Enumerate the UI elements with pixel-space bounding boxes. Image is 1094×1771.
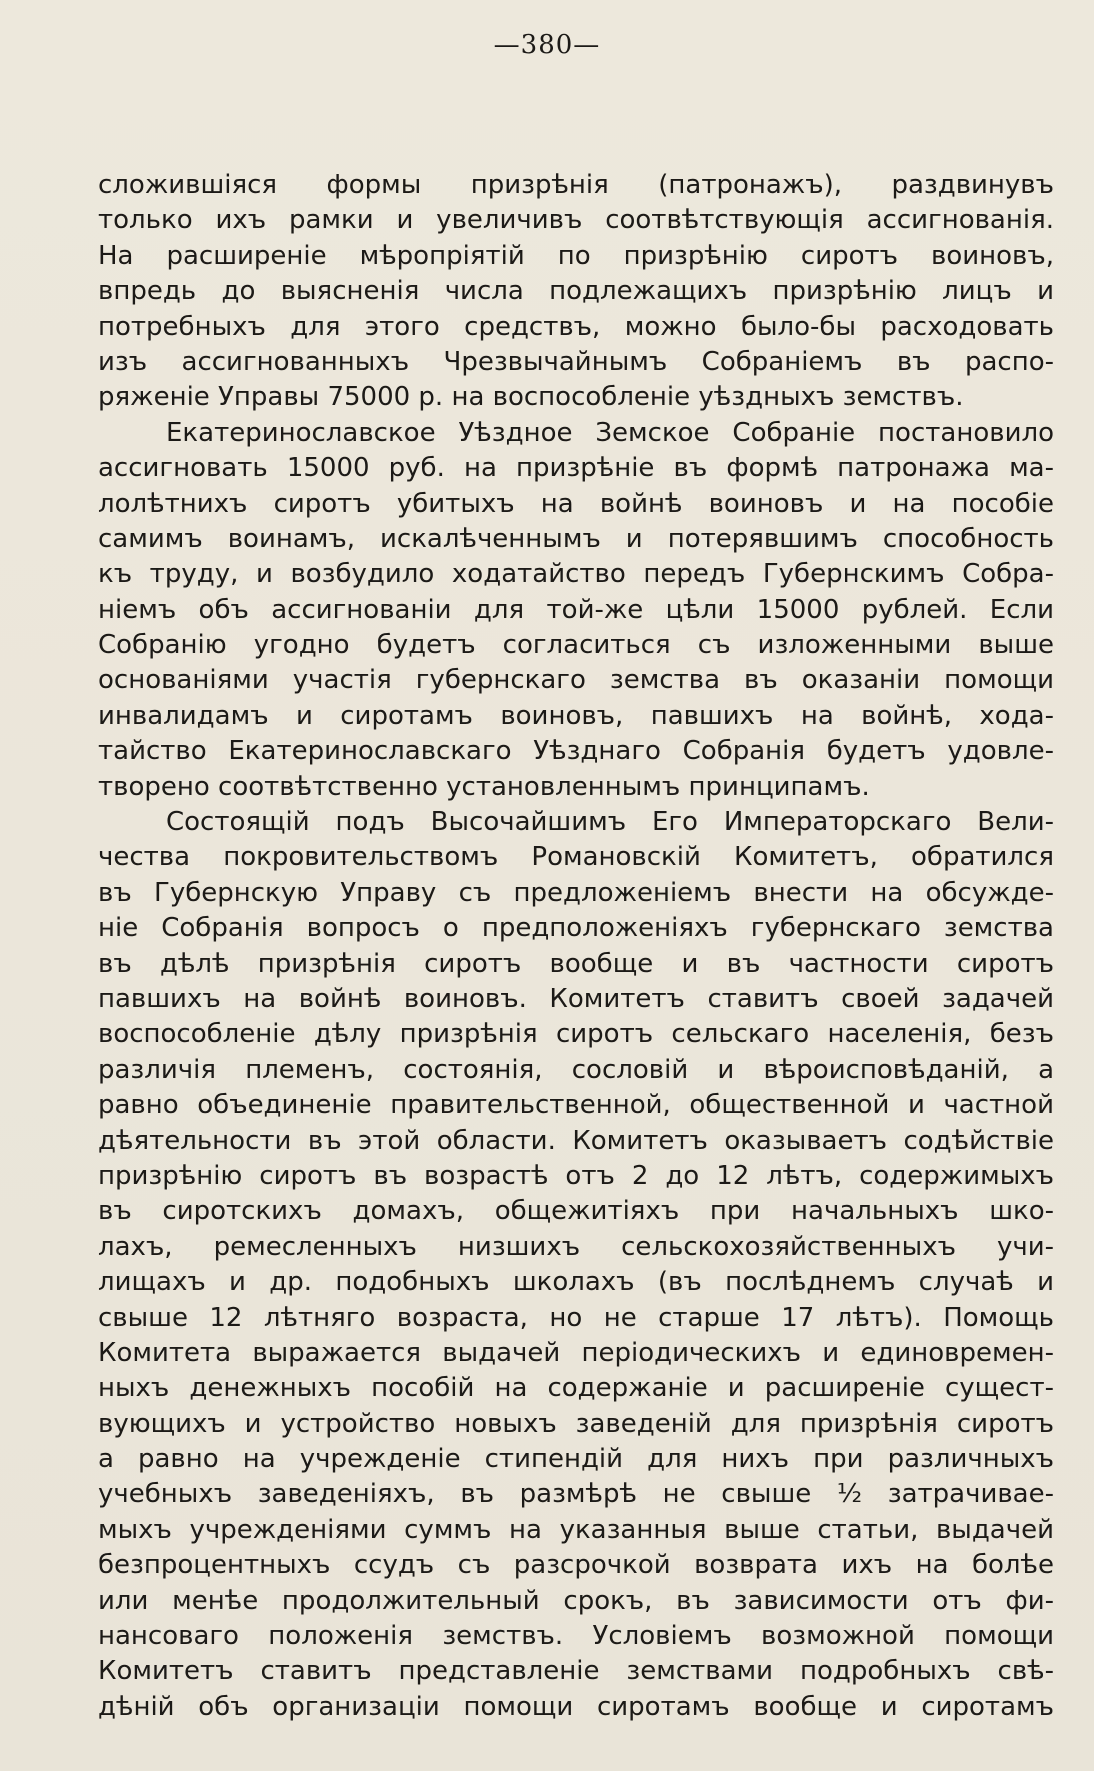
text-line: только ихъ рамки и увеличивъ соотвѣтствующія ассигнованія. [98,205,1054,236]
text-line: инвалидамъ и сиротамъ воиновъ, павшихъ на войнѣ, хода- [98,700,1054,731]
text-line: лолѣтнихъ сиротъ убитыхъ на войнѣ воиновъ и на пособіе [98,488,1054,519]
text-line: ассигновать 15000 руб. на призрѣніе въ формѣ патронажа ма- [98,453,1054,484]
text-line: лищахъ и др. подобныхъ школахъ (въ послѣднемъ случаѣ и [98,1267,1054,1298]
text-line: свыше 12 лѣтняго возраста, но не старше 17 лѣтъ). Помощь [98,1302,1054,1333]
text-line: сложившіяся формы призрѣнія (патронажъ), раздвинувъ [98,170,1054,200]
text-line: въ Губернскую Управу съ предложеніемъ внести на обсужде- [98,877,1054,908]
text-line: дѣній объ организаціи помощи сиротамъ вообще и сиротамъ [98,1691,1054,1722]
text-line: къ труду, и возбудило ходатайство передъ Губернскимъ Собра- [98,559,1054,590]
text-line: тайство Екатеринославскаго Уѣзднаго Собранія будетъ удовле- [98,736,1054,767]
text-line: въ дѣлѣ призрѣнія сиротъ вообще и въ частности сиротъ [98,948,1054,979]
text-line: ніемъ объ ассигнованіи для той-же цѣли 15000 рублей. Если [98,594,1054,625]
text-line: чества покровительствомъ Романовскій Комитетъ, обратился [98,842,1054,873]
text-line: или менѣе продолжительный срокъ, въ зависимости отъ фи- [98,1585,1054,1616]
text-line: Комитетъ ставитъ представленіе земствами подробныхъ свѣ- [98,1656,1054,1687]
text-line: лахъ, ремесленныхъ низшихъ сельскохозяйственныхъ учи- [98,1231,1054,1262]
text-line: а равно на учрежденіе стипендій для нихъ при различныхъ [98,1444,1054,1475]
text-line: ніе Собранія вопросъ о предположеніяхъ губернскаго земства [98,913,1054,944]
text-line: впредь до выясненія числа подлежащихъ призрѣнію лицъ и [98,276,1054,307]
text-line: На расширеніе мѣропріятій по призрѣнію сиротъ воиновъ, [98,240,1054,271]
text-line: безпроцентныхъ ссудъ съ разсрочкой возврата ихъ на болѣе [98,1550,1054,1581]
text-line: мыхъ учрежденіями суммъ на указанныя выше статьи, выдачей [98,1514,1054,1545]
text-line: вующихъ и устройство новыхъ заведеній для призрѣнія сиротъ [98,1408,1054,1439]
text-line: призрѣнію сиротъ въ возрастѣ отъ 2 до 12 лѣтъ, содержимыхъ [98,1160,1054,1191]
paragraph-start-line: Состоящій подъ Высочайшимъ Его Императорскаго Вели- [166,807,1054,838]
text-line: ныхъ денежныхъ пособій на содержаніе и расширеніе сущест- [98,1373,1054,1404]
text-line: учебныхъ заведеніяхъ, въ размѣрѣ не свыше ½ затрачивае- [98,1479,1054,1510]
text-line: Комитета выражается выдачей періодическихъ и единовремен- [98,1337,1054,1368]
text-line: творено соотвѣтственно установленнымъ принципамъ. [98,771,870,802]
body-text [98,168,1054,1725]
text-line: потребныхъ для этого средствъ, можно было-бы расходовать [98,311,1054,342]
page-number: —380— [493,30,601,60]
text-line: различія племенъ, состоянія, сословій и вѣроисповѣданій, а [98,1054,1054,1085]
text-line: павшихъ на войнѣ воиновъ. Комитетъ ставитъ своей задачей [98,983,1054,1014]
text-line: въ сиротскихъ домахъ, общежитіяхъ при начальныхъ шко- [98,1196,1054,1227]
text-line: воспособленіе дѣлу призрѣнія сиротъ сельскаго населенія, безъ [98,1019,1054,1050]
text-line: ряженіе Управы 75000 р. на воспособленіе уѣздныхъ земствъ. [98,382,964,413]
text-line: изъ ассигнованныхъ Чрезвычайнымъ Собраніемъ въ распо- [98,346,1054,377]
text-line: основаніями участія губернскаго земства въ оказаніи помощи [98,665,1054,696]
text-line: Собранію угодно будетъ согласиться съ изложенными выше [98,630,1054,661]
text-line: равно объединеніе правительственной, общественной и частной [98,1090,1054,1121]
text-line: самимъ воинамъ, искалѣченнымъ и потерявшимъ способность [98,523,1054,554]
text-line: нансоваго положенія земствъ. Условіемъ возможной помощи [98,1621,1054,1652]
paragraph-start-line: Екатеринославское Уѣздное Земское Собраніе постановило [166,417,1054,448]
text-line: дѣятельности въ этой области. Комитетъ оказываетъ содѣйствіе [98,1125,1054,1156]
